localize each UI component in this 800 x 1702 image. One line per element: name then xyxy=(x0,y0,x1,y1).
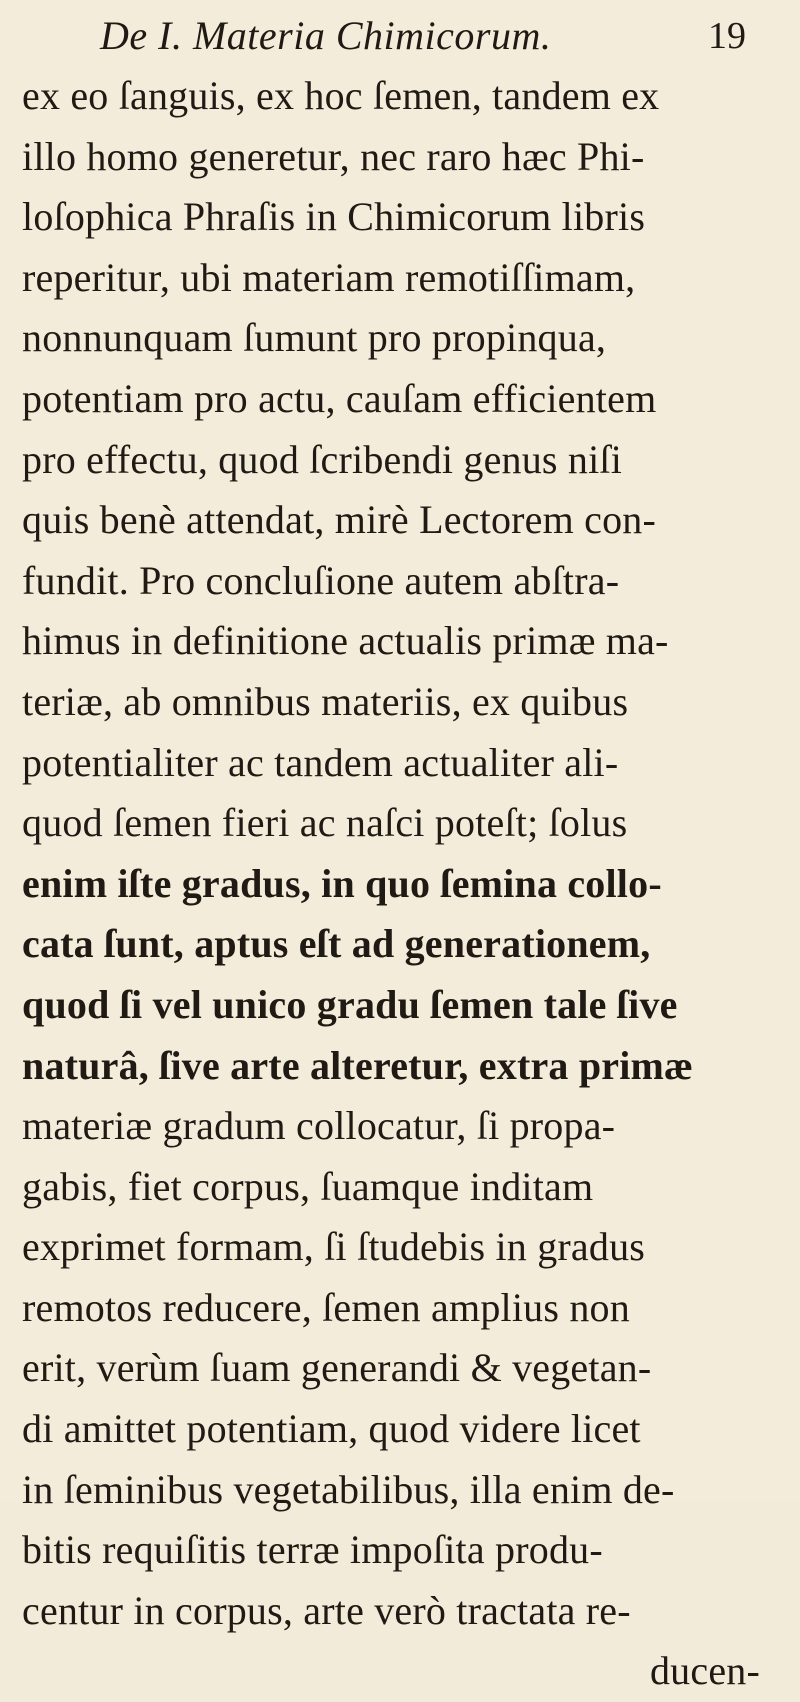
text-line: remotos reducere, ſemen amplius non xyxy=(22,1284,630,1330)
page-header xyxy=(0,10,800,62)
text-line: naturâ, ſive arte alteretur, extra primæ xyxy=(22,1042,694,1088)
text-line: nonnunquam ſumunt pro propinqua, xyxy=(22,315,607,361)
text-line: illo homo generetur, nec raro hæc Phi- xyxy=(22,133,645,179)
running-head: De I. Materia Chimicorum. xyxy=(100,13,552,58)
text-line: bitis requiſitis terræ impoſita produ- xyxy=(22,1527,603,1573)
text-line: erit, verùm ſuam generandi & vegetan- xyxy=(22,1345,652,1391)
text-line: teriæ, ab omnibus materiis, ex quibus xyxy=(22,678,629,724)
text-line: quod ſemen fieri ac naſci poteſt; ſolus xyxy=(22,800,628,846)
text-line: potentialiter ac tandem actualiter ali- xyxy=(22,739,619,785)
text-line: ex eo ſanguis, ex hoc ſemen, tandem ex xyxy=(22,73,660,118)
text-line: fundit. Pro concluſione autem abſtra- xyxy=(22,557,620,603)
text-line: in ſeminibus vegetabilibus, illa enim de- xyxy=(22,1466,675,1512)
text-line: gabis, fiet corpus, ſuamque inditam xyxy=(22,1163,594,1209)
text-line: himus in definitione actualis primæ ma- xyxy=(22,618,669,664)
text-line: loſophica Phraſis in Chimicorum libris xyxy=(22,194,646,240)
text-line: cata ſunt, aptus eſt ad generationem, xyxy=(22,921,651,967)
page-number: 19 xyxy=(708,15,746,57)
text-line: quod ſi vel unico gradu ſemen tale ſive xyxy=(22,981,678,1027)
text-line: exprimet formam, ſi ſtudebis in gradus xyxy=(22,1224,646,1270)
text-line: reperitur, ubi materiam remotiſſimam, xyxy=(22,254,636,300)
text-line: pro effectu, quod ſcribendi genus niſi xyxy=(22,436,623,482)
text-line: di amittet potentiam, quod videre licet xyxy=(22,1406,641,1452)
text-line: enim iſte gradus, in quo ſemina collo- xyxy=(22,860,662,906)
text-line: centur in corpus, arte verò tractata re- xyxy=(22,1587,631,1633)
text-line: materiæ gradum collocatur, ſi propa- xyxy=(22,1103,616,1149)
body-text xyxy=(22,66,772,1702)
catchword: ducen- xyxy=(649,1648,760,1694)
text-line: quis benè attendat, mirè Lectorem con- xyxy=(22,497,657,543)
text-line: potentiam pro actu, cauſam efficientem xyxy=(22,375,657,421)
